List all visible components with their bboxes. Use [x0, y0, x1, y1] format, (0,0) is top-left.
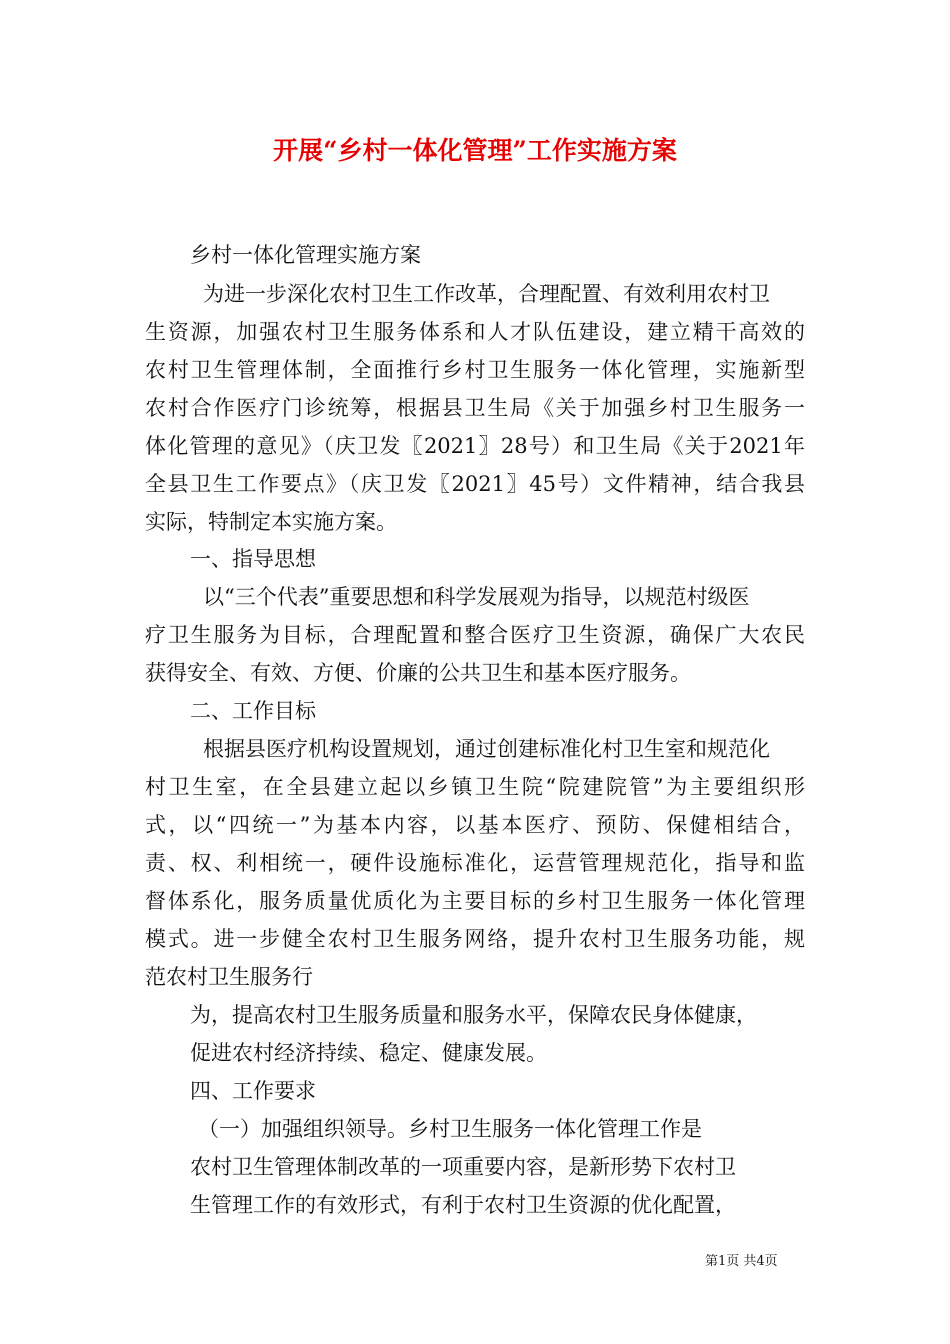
section-heading: 二、工作目标 — [190, 699, 316, 723]
body-line: 农村卫生管理体制改革的一项重要内容，是新形势下农村卫 — [190, 1155, 736, 1179]
body-line: 生资源，加强农村卫生服务体系和人才队伍建设，建立精干高效的 — [145, 320, 805, 344]
body-line: 疗卫生服务为目标，合理配置和整合医疗卫生资源，确保广大农民 — [145, 623, 805, 647]
body-line: 模式。进一步健全农村卫生服务网络，提升农村卫生服务功能，规 — [145, 927, 805, 951]
body-line: 农村合作医疗门诊统筹，根据县卫生局《关于加强乡村卫生服务一 — [145, 396, 805, 420]
body-line: 为进一步深化农村卫生工作改革，合理配置、有效利用农村卫 — [203, 282, 770, 306]
body-line: 促进农村经济持续、稳定、健康发展。 — [190, 1041, 547, 1065]
section-heading: 一、指导思想 — [190, 547, 316, 571]
body-line: 全县卫生工作要点》（庆卫发〖2021〗45号）文件精神，结合我县 — [145, 472, 805, 496]
body-line: 责、权、利相统一，硬件设施标准化，运营管理规范化，指导和监 — [145, 851, 805, 875]
body-line: 根据县医疗机构设置规划，通过创建标准化村卫生室和规范化 — [203, 737, 770, 761]
body-line: 农村卫生管理体制，全面推行乡村卫生服务一体化管理，实施新型 — [145, 358, 805, 382]
body-line: （一）加强组织领导。乡村卫生服务一体化管理工作是 — [198, 1117, 702, 1141]
body-line: 实际，特制定本实施方案。 — [145, 510, 397, 534]
section-subtitle: 乡村一体化管理实施方案 — [190, 243, 421, 267]
body-line: 体化管理的意见》（庆卫发〖2021〗28号）和卫生局《关于2021年 — [145, 434, 805, 458]
body-line: 督体系化，服务质量优质化为主要目标的乡村卫生服务一体化管理 — [145, 889, 805, 913]
body-line: 为，提高农村卫生服务质量和服务水平，保障农民身体健康， — [190, 1003, 757, 1027]
body-line: 范农村卫生服务行 — [145, 965, 313, 989]
body-line: 村卫生室，在全县建立起以乡镇卫生院“院建院管”为主要组织形 — [145, 775, 805, 799]
body-line: 以“三个代表”重要思想和科学发展观为指导，以规范村级医 — [203, 585, 750, 609]
body-line: 生管理工作的有效形式，有利于农村卫生资源的优化配置， — [190, 1193, 736, 1217]
page-number: 第1页 共4页 — [705, 1254, 778, 1269]
section-heading: 四、工作要求 — [190, 1079, 316, 1103]
body-line: 获得安全、有效、方便、价廉的公共卫生和基本医疗服务。 — [145, 661, 691, 685]
document-title: 开展“乡村一体化管理”工作实施方案 — [273, 136, 677, 165]
body-line: 式，以“四统一”为基本内容，以基本医疗、预防、保健相结合， — [145, 813, 805, 837]
